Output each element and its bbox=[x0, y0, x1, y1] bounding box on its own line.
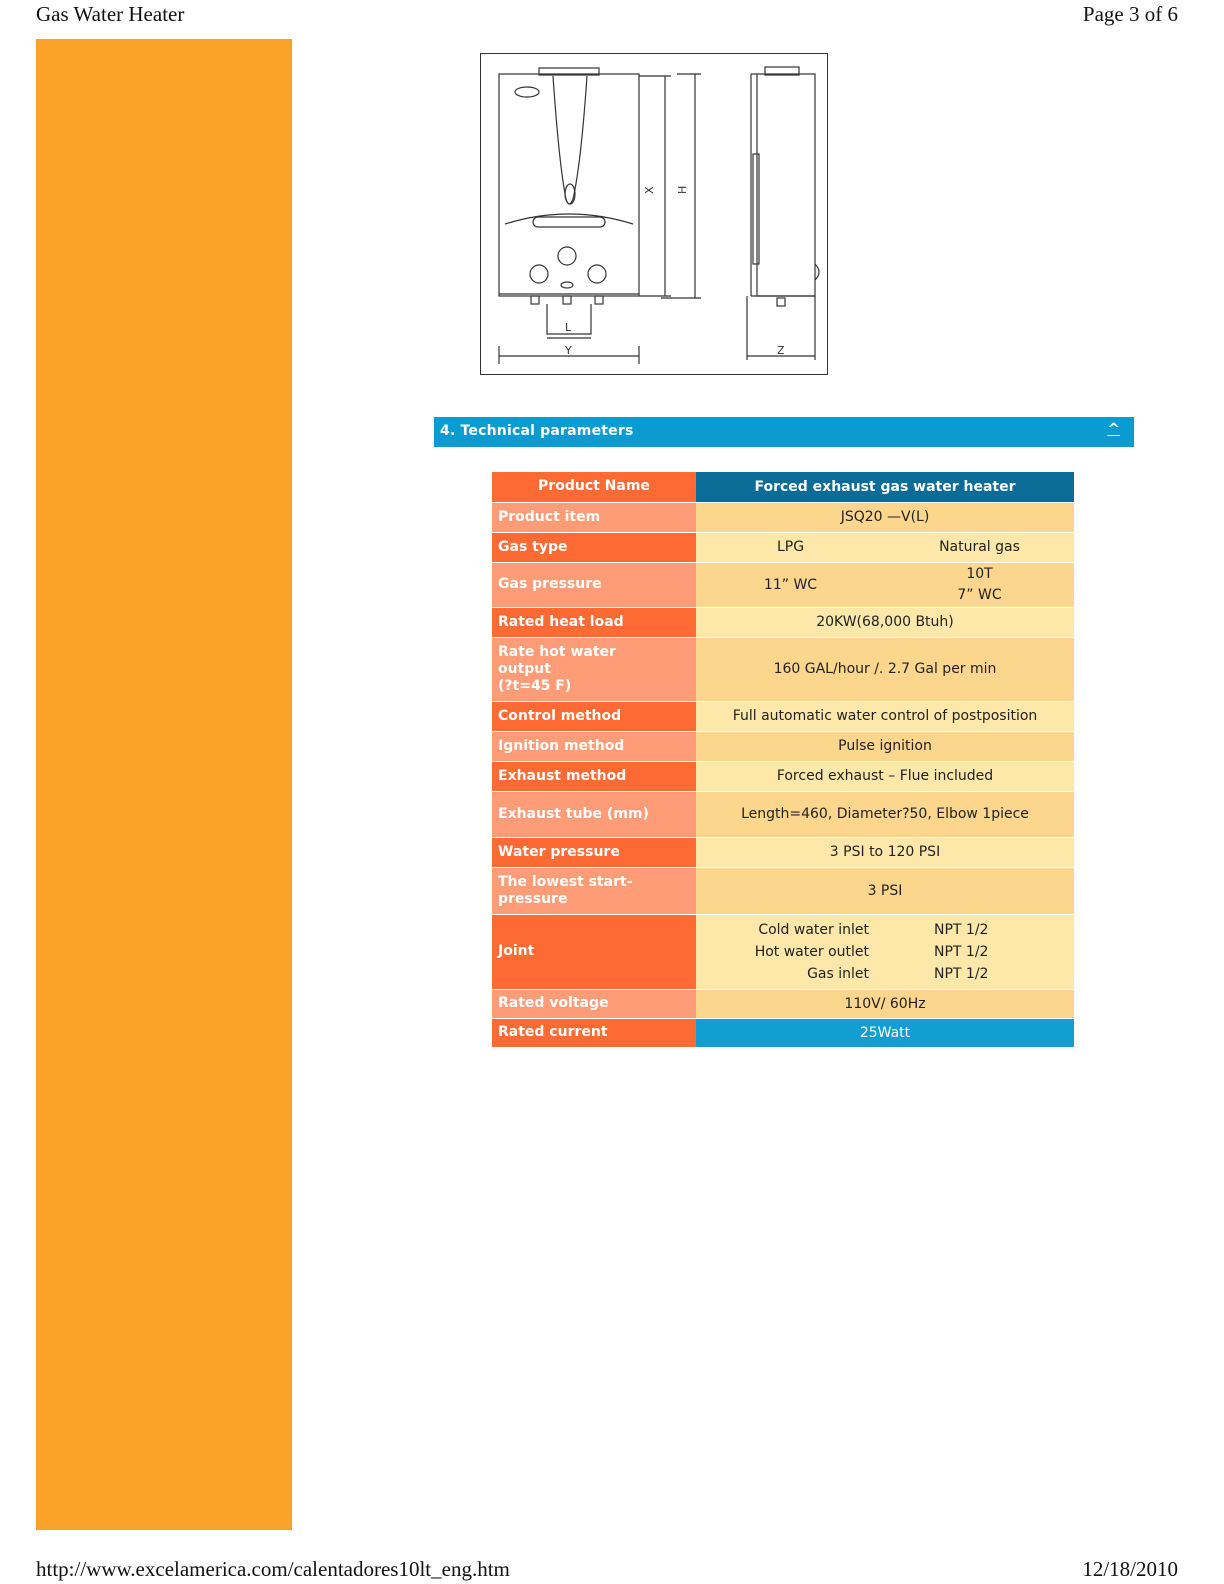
table-row bbox=[492, 914, 1074, 989]
page-number: Page 3 of 6 bbox=[1082, 2, 1178, 26]
dimension-x-label: X bbox=[643, 186, 656, 194]
joint-hot-outlet: Hot water outlet bbox=[754, 943, 869, 960]
ignition-method-label: Ignition method bbox=[492, 731, 696, 761]
orange-sidebar bbox=[36, 39, 292, 1530]
lowest-start-label-line2: pressure bbox=[498, 890, 568, 907]
hot-water-output-label bbox=[492, 637, 696, 701]
table-row bbox=[492, 837, 1074, 867]
back-to-top-link[interactable]: ^ bbox=[1107, 420, 1120, 438]
hot-water-output-label-line2: output bbox=[498, 660, 551, 677]
control-method-value: Full automatic water control of postposition bbox=[696, 701, 1074, 731]
water-pressure-label: Water pressure bbox=[492, 837, 696, 867]
rated-voltage-label: Rated voltage bbox=[492, 989, 696, 1018]
rated-heat-load-label: Rated heat load bbox=[492, 607, 696, 637]
exhaust-method-value: Forced exhaust – Flue included bbox=[696, 761, 1074, 791]
gas-type-lpg: LPG bbox=[776, 539, 805, 555]
gas-pressure-lpg: 11” WC bbox=[763, 576, 818, 593]
rated-heat-load-value: 20KW(68,000 Btuh) bbox=[696, 607, 1074, 637]
hot-water-output-value: 160 GAL/hour /. 2.7 Gal per min bbox=[696, 637, 1074, 701]
table-row bbox=[492, 1018, 1074, 1047]
gas-pressure-value bbox=[696, 562, 1074, 607]
joint-cold-inlet: Cold water inlet bbox=[758, 921, 869, 938]
table-row bbox=[492, 867, 1074, 914]
table-row bbox=[492, 472, 1074, 502]
gas-pressure-natural-1: 10T bbox=[966, 565, 993, 582]
water-pressure-value: 3 PSI to 120 PSI bbox=[696, 837, 1074, 867]
lowest-start-pressure-label bbox=[492, 867, 696, 914]
joint-cold-inlet-size: NPT 1/2 bbox=[934, 921, 989, 938]
joint-hot-outlet-size: NPT 1/2 bbox=[934, 943, 989, 960]
product-item-label: Product item bbox=[492, 502, 696, 532]
source-url[interactable]: http://www.excelamerica.com/calentadores10lt_eng.htm bbox=[36, 1557, 510, 1581]
table-row bbox=[492, 791, 1074, 837]
print-date: 12/18/2010 bbox=[1082, 1557, 1178, 1581]
exhaust-tube-label: Exhaust tube (mm) bbox=[492, 791, 696, 837]
gas-pressure-label: Gas pressure bbox=[492, 562, 696, 607]
joint-label: Joint bbox=[492, 914, 696, 989]
table-row bbox=[492, 637, 1074, 701]
exhaust-tube-value: Length=460, Diameter?50, Elbow 1piece bbox=[696, 791, 1074, 837]
table-row bbox=[492, 701, 1074, 731]
technical-parameters-table bbox=[492, 472, 1074, 1047]
dimension-z-label: Z bbox=[777, 344, 785, 357]
joint-gas-inlet: Gas inlet bbox=[807, 965, 869, 982]
rated-current-label: Rated current bbox=[492, 1018, 696, 1047]
table-row bbox=[492, 731, 1074, 761]
header-label: Product Name bbox=[492, 472, 696, 502]
table-row bbox=[492, 532, 1074, 562]
header-value: Forced exhaust gas water heater bbox=[696, 472, 1074, 502]
dimension-l-label: L bbox=[565, 321, 572, 334]
gas-type-value bbox=[696, 532, 1074, 562]
section-title: 4. Technical parameters bbox=[440, 423, 634, 439]
hot-water-output-label-line1: Rate hot water bbox=[498, 643, 616, 660]
rated-current-value: 25Watt bbox=[696, 1018, 1074, 1047]
control-method-label: Control method bbox=[492, 701, 696, 731]
heater-dimension-diagram bbox=[480, 53, 828, 375]
table-row bbox=[492, 562, 1074, 607]
table-row bbox=[492, 607, 1074, 637]
table-row bbox=[492, 989, 1074, 1018]
dimension-y-label: Y bbox=[565, 344, 572, 357]
exhaust-method-label: Exhaust method bbox=[492, 761, 696, 791]
joint-value bbox=[696, 914, 1074, 989]
joint-gas-inlet-size: NPT 1/2 bbox=[934, 965, 989, 982]
rated-voltage-value: 110V/ 60Hz bbox=[696, 989, 1074, 1018]
document-title: Gas Water Heater bbox=[36, 2, 185, 26]
table-row bbox=[492, 761, 1074, 791]
diagram-drawing bbox=[481, 54, 827, 374]
product-item-value: JSQ20 —V(L) bbox=[696, 502, 1074, 532]
gas-type-label: Gas type bbox=[492, 532, 696, 562]
dimension-h-label: H bbox=[676, 185, 689, 194]
ignition-method-value: Pulse ignition bbox=[696, 731, 1074, 761]
table-row bbox=[492, 502, 1074, 532]
gas-type-natural: Natural gas bbox=[939, 539, 1020, 555]
gas-pressure-natural-2: 7” WC bbox=[957, 586, 1002, 603]
technical-parameters-bar bbox=[434, 417, 1134, 447]
lowest-start-pressure-value: 3 PSI bbox=[696, 867, 1074, 914]
hot-water-output-label-line3: (?t=45 F) bbox=[498, 677, 572, 694]
lowest-start-label-line1: The lowest start- bbox=[498, 873, 633, 890]
